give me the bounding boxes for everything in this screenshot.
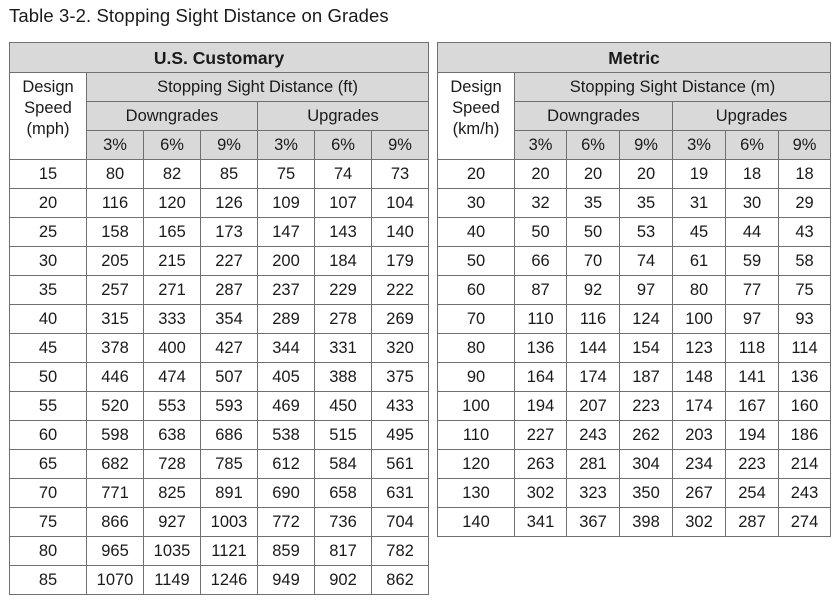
- distance-cell: 450: [315, 392, 372, 421]
- grade-header: 9%: [372, 131, 429, 160]
- distance-cell: 520: [87, 392, 144, 421]
- distance-cell: 446: [87, 363, 144, 392]
- distance-cell: 59: [726, 247, 779, 276]
- grade-header: 9%: [620, 131, 673, 160]
- distance-cell: 73: [372, 160, 429, 189]
- distance-cell: 1070: [87, 566, 144, 595]
- distance-cell: 32: [515, 189, 567, 218]
- distance-cell: 638: [144, 421, 201, 450]
- table-row: [438, 189, 831, 218]
- grade-header: 6%: [726, 131, 779, 160]
- table-row: [10, 479, 429, 508]
- distance-cell: 20: [515, 160, 567, 189]
- table-row: [438, 305, 831, 334]
- distance-cell: 927: [144, 508, 201, 537]
- distance-cell: 289: [258, 305, 315, 334]
- design-speed-cell: 20: [438, 160, 515, 189]
- distance-cell: 31: [673, 189, 726, 218]
- distance-cell: 92: [567, 276, 620, 305]
- distance-cell: 682: [87, 450, 144, 479]
- us-table-body: [10, 43, 429, 595]
- distance-cell: 179: [372, 247, 429, 276]
- design-speed-line2: Speed: [452, 99, 500, 117]
- design-speed-cell: 70: [10, 479, 87, 508]
- distance-cell: 736: [315, 508, 372, 537]
- distance-cell: 331: [315, 334, 372, 363]
- us-customary-table: [9, 42, 429, 595]
- distance-cell: 281: [567, 450, 620, 479]
- distance-cell: 304: [620, 450, 673, 479]
- distance-cell: 315: [87, 305, 144, 334]
- metric-table: [437, 42, 831, 537]
- distance-cell: 862: [372, 566, 429, 595]
- distance-cell: 469: [258, 392, 315, 421]
- grade-header: 3%: [673, 131, 726, 160]
- design-speed-cell: 80: [438, 334, 515, 363]
- distance-cell: 97: [620, 276, 673, 305]
- distance-cell: 141: [726, 363, 779, 392]
- distance-cell: 538: [258, 421, 315, 450]
- downgrades-header: Downgrades: [87, 102, 258, 131]
- upgrades-header: Upgrades: [673, 102, 831, 131]
- distance-cell: 254: [726, 479, 779, 508]
- design-speed-unit: (km/h): [452, 120, 500, 138]
- distance-cell: 35: [620, 189, 673, 218]
- distance-cell: 19: [673, 160, 726, 189]
- table-row: [10, 566, 429, 595]
- distance-cell: 1149: [144, 566, 201, 595]
- distance-cell: 237: [258, 276, 315, 305]
- distance-cell: 174: [673, 392, 726, 421]
- distance-cell: 87: [515, 276, 567, 305]
- grade-header: 9%: [779, 131, 831, 160]
- distance-cell: 1003: [201, 508, 258, 537]
- distance-cell: 194: [726, 421, 779, 450]
- distance-cell: 378: [87, 334, 144, 363]
- distance-cell: 354: [201, 305, 258, 334]
- distance-cell: 80: [673, 276, 726, 305]
- distance-cell: 45: [673, 218, 726, 247]
- table-row: [438, 450, 831, 479]
- distance-cell: 44: [726, 218, 779, 247]
- distance-cell: 507: [201, 363, 258, 392]
- distance-cell: 427: [201, 334, 258, 363]
- design-speed-cell: 75: [10, 508, 87, 537]
- distance-cell: 302: [673, 508, 726, 537]
- distance-cell: 965: [87, 537, 144, 566]
- design-speed-cell: 55: [10, 392, 87, 421]
- table-row: [10, 305, 429, 334]
- distance-cell: 29: [779, 189, 831, 218]
- design-speed-unit: (mph): [26, 120, 70, 138]
- distance-cell: 154: [620, 334, 673, 363]
- distance-cell: 243: [567, 421, 620, 450]
- table-row: [438, 508, 831, 537]
- distance-cell: 584: [315, 450, 372, 479]
- distance-cell: 124: [620, 305, 673, 334]
- distance-cell: 817: [315, 537, 372, 566]
- upgrades-header: Upgrades: [258, 102, 429, 131]
- design-speed-cell: 15: [10, 160, 87, 189]
- distance-cell: 66: [515, 247, 567, 276]
- distance-cell: 1035: [144, 537, 201, 566]
- distance-cell: 75: [258, 160, 315, 189]
- distance-cell: 50: [567, 218, 620, 247]
- distance-cell: 405: [258, 363, 315, 392]
- distance-cell: 333: [144, 305, 201, 334]
- table-row: [10, 247, 429, 276]
- distance-cell: 43: [779, 218, 831, 247]
- distance-cell: 553: [144, 392, 201, 421]
- distance-cell: 123: [673, 334, 726, 363]
- distance-cell: 1246: [201, 566, 258, 595]
- design-speed-line2: Speed: [24, 99, 72, 117]
- distance-cell: 271: [144, 276, 201, 305]
- distance-cell: 267: [673, 479, 726, 508]
- distance-cell: 82: [144, 160, 201, 189]
- distance-cell: 194: [515, 392, 567, 421]
- distance-cell: 859: [258, 537, 315, 566]
- distance-cell: 18: [726, 160, 779, 189]
- distance-cell: 866: [87, 508, 144, 537]
- distance-cell: 287: [201, 276, 258, 305]
- distance-cell: 120: [144, 189, 201, 218]
- distance-cell: 148: [673, 363, 726, 392]
- design-speed-cell: 70: [438, 305, 515, 334]
- distance-cell: 323: [567, 479, 620, 508]
- distance-cell: 93: [779, 305, 831, 334]
- table-row: [10, 450, 429, 479]
- distance-cell: 35: [567, 189, 620, 218]
- metric-table-body: [438, 43, 831, 537]
- design-speed-cell: 130: [438, 479, 515, 508]
- distance-cell: 433: [372, 392, 429, 421]
- grade-header: 6%: [567, 131, 620, 160]
- distance-cell: 77: [726, 276, 779, 305]
- design-speed-cell: 40: [10, 305, 87, 334]
- distance-cell: 160: [779, 392, 831, 421]
- distance-cell: 269: [372, 305, 429, 334]
- us-table-title: U.S. Customary: [10, 43, 429, 73]
- metric-table-title: Metric: [438, 43, 831, 73]
- distance-cell: 287: [726, 508, 779, 537]
- distance-cell: 344: [258, 334, 315, 363]
- distance-cell: 97: [726, 305, 779, 334]
- design-speed-header: [10, 73, 87, 160]
- distance-cell: 229: [315, 276, 372, 305]
- distance-cell: 136: [515, 334, 567, 363]
- table-row: [10, 508, 429, 537]
- design-speed-cell: 110: [438, 421, 515, 450]
- distance-cell: 107: [315, 189, 372, 218]
- table-row: [10, 218, 429, 247]
- distance-cell: 891: [201, 479, 258, 508]
- distance-cell: 263: [515, 450, 567, 479]
- design-speed-cell: 50: [10, 363, 87, 392]
- distance-cell: 771: [87, 479, 144, 508]
- grade-header: 6%: [144, 131, 201, 160]
- distance-cell: 110: [515, 305, 567, 334]
- table-row: [438, 276, 831, 305]
- distance-cell: 612: [258, 450, 315, 479]
- distance-cell: 118: [726, 334, 779, 363]
- design-speed-cell: 30: [438, 189, 515, 218]
- distance-cell: 215: [144, 247, 201, 276]
- distance-cell: 80: [87, 160, 144, 189]
- distance-cell: 173: [201, 218, 258, 247]
- distance-cell: 30: [726, 189, 779, 218]
- design-speed-line1: Design: [450, 78, 502, 96]
- distance-cell: 200: [258, 247, 315, 276]
- table-row: [438, 479, 831, 508]
- design-speed-cell: 100: [438, 392, 515, 421]
- table-row: [10, 160, 429, 189]
- distance-cell: 143: [315, 218, 372, 247]
- distance-cell: 222: [372, 276, 429, 305]
- distance-cell: 214: [779, 450, 831, 479]
- design-speed-cell: 60: [10, 421, 87, 450]
- distance-cell: 598: [87, 421, 144, 450]
- distance-cell: 825: [144, 479, 201, 508]
- distance-cell: 243: [779, 479, 831, 508]
- distance-cell: 165: [144, 218, 201, 247]
- distance-cell: 116: [567, 305, 620, 334]
- design-speed-cell: 35: [10, 276, 87, 305]
- distance-cell: 205: [87, 247, 144, 276]
- distance-cell: 207: [567, 392, 620, 421]
- distance-cell: 593: [201, 392, 258, 421]
- distance-cell: 58: [779, 247, 831, 276]
- distance-cell: 203: [673, 421, 726, 450]
- table-row: [10, 276, 429, 305]
- distance-cell: 302: [515, 479, 567, 508]
- distance-cell: 234: [673, 450, 726, 479]
- table-row: [438, 421, 831, 450]
- distance-cell: 227: [201, 247, 258, 276]
- grade-header: 3%: [258, 131, 315, 160]
- design-speed-cell: 120: [438, 450, 515, 479]
- distance-cell: 388: [315, 363, 372, 392]
- distance-cell: 164: [515, 363, 567, 392]
- design-speed-cell: 30: [10, 247, 87, 276]
- distance-cell: 704: [372, 508, 429, 537]
- distance-cell: 61: [673, 247, 726, 276]
- table-row: [10, 334, 429, 363]
- distance-cell: 690: [258, 479, 315, 508]
- table-row: [10, 363, 429, 392]
- distance-cell: 274: [779, 508, 831, 537]
- table-row: [438, 218, 831, 247]
- grade-header: 6%: [315, 131, 372, 160]
- table-row: [438, 392, 831, 421]
- distance-cell: 398: [620, 508, 673, 537]
- distance-cell: 262: [620, 421, 673, 450]
- distance-cell: 100: [673, 305, 726, 334]
- distance-cell: 474: [144, 363, 201, 392]
- table-row: [438, 247, 831, 276]
- design-speed-cell: 80: [10, 537, 87, 566]
- design-speed-cell: 20: [10, 189, 87, 218]
- distance-cell: 116: [87, 189, 144, 218]
- grade-header: 3%: [515, 131, 567, 160]
- distance-cell: 631: [372, 479, 429, 508]
- design-speed-cell: 85: [10, 566, 87, 595]
- grade-header: 3%: [87, 131, 144, 160]
- distance-cell: 278: [315, 305, 372, 334]
- distance-cell: 85: [201, 160, 258, 189]
- distance-cell: 70: [567, 247, 620, 276]
- table-row: [438, 160, 831, 189]
- table-row: [10, 537, 429, 566]
- design-speed-cell: 50: [438, 247, 515, 276]
- distance-cell: 785: [201, 450, 258, 479]
- distance-cell: 126: [201, 189, 258, 218]
- table-row: [438, 334, 831, 363]
- design-speed-header: [438, 73, 515, 160]
- distance-cell: 136: [779, 363, 831, 392]
- distance-cell: 167: [726, 392, 779, 421]
- distance-cell: 184: [315, 247, 372, 276]
- design-speed-cell: 60: [438, 276, 515, 305]
- distance-cell: 350: [620, 479, 673, 508]
- distance-cell: 114: [779, 334, 831, 363]
- distance-cell: 20: [620, 160, 673, 189]
- design-speed-line1: Design: [22, 78, 74, 96]
- distance-cell: 728: [144, 450, 201, 479]
- distance-cell: 223: [726, 450, 779, 479]
- distance-cell: 140: [372, 218, 429, 247]
- table-row: [10, 189, 429, 218]
- distance-cell: 772: [258, 508, 315, 537]
- distance-cell: 515: [315, 421, 372, 450]
- distance-cell: 186: [779, 421, 831, 450]
- distance-cell: 375: [372, 363, 429, 392]
- distance-cell: 20: [567, 160, 620, 189]
- design-speed-cell: 25: [10, 218, 87, 247]
- distance-cell: 949: [258, 566, 315, 595]
- distance-cell: 1121: [201, 537, 258, 566]
- distance-cell: 147: [258, 218, 315, 247]
- distance-cell: 50: [515, 218, 567, 247]
- distance-cell: 367: [567, 508, 620, 537]
- distance-cell: 561: [372, 450, 429, 479]
- distance-cell: 902: [315, 566, 372, 595]
- distance-cell: 320: [372, 334, 429, 363]
- distance-cell: 74: [315, 160, 372, 189]
- distance-cell: 341: [515, 508, 567, 537]
- distance-cell: 257: [87, 276, 144, 305]
- distance-cell: 104: [372, 189, 429, 218]
- distance-cell: 658: [315, 479, 372, 508]
- distance-cell: 686: [201, 421, 258, 450]
- distance-cell: 174: [567, 363, 620, 392]
- distance-cell: 75: [779, 276, 831, 305]
- design-speed-cell: 90: [438, 363, 515, 392]
- design-speed-cell: 45: [10, 334, 87, 363]
- downgrades-header: Downgrades: [515, 102, 673, 131]
- table-row: [10, 392, 429, 421]
- distance-cell: 74: [620, 247, 673, 276]
- distance-cell: 18: [779, 160, 831, 189]
- distance-cell: 782: [372, 537, 429, 566]
- distance-cell: 227: [515, 421, 567, 450]
- distance-cell: 187: [620, 363, 673, 392]
- distance-cell: 53: [620, 218, 673, 247]
- table-row: [438, 363, 831, 392]
- design-speed-cell: 140: [438, 508, 515, 537]
- ssd-header: Stopping Sight Distance (m): [515, 73, 831, 102]
- distance-cell: 144: [567, 334, 620, 363]
- grade-header: 9%: [201, 131, 258, 160]
- distance-cell: 158: [87, 218, 144, 247]
- distance-cell: 223: [620, 392, 673, 421]
- distance-cell: 400: [144, 334, 201, 363]
- distance-cell: 109: [258, 189, 315, 218]
- table-row: [10, 421, 429, 450]
- design-speed-cell: 40: [438, 218, 515, 247]
- ssd-header: Stopping Sight Distance (ft): [87, 73, 429, 102]
- distance-cell: 495: [372, 421, 429, 450]
- design-speed-cell: 65: [10, 450, 87, 479]
- table-caption: Table 3-2. Stopping Sight Distance on Grades: [9, 5, 389, 26]
